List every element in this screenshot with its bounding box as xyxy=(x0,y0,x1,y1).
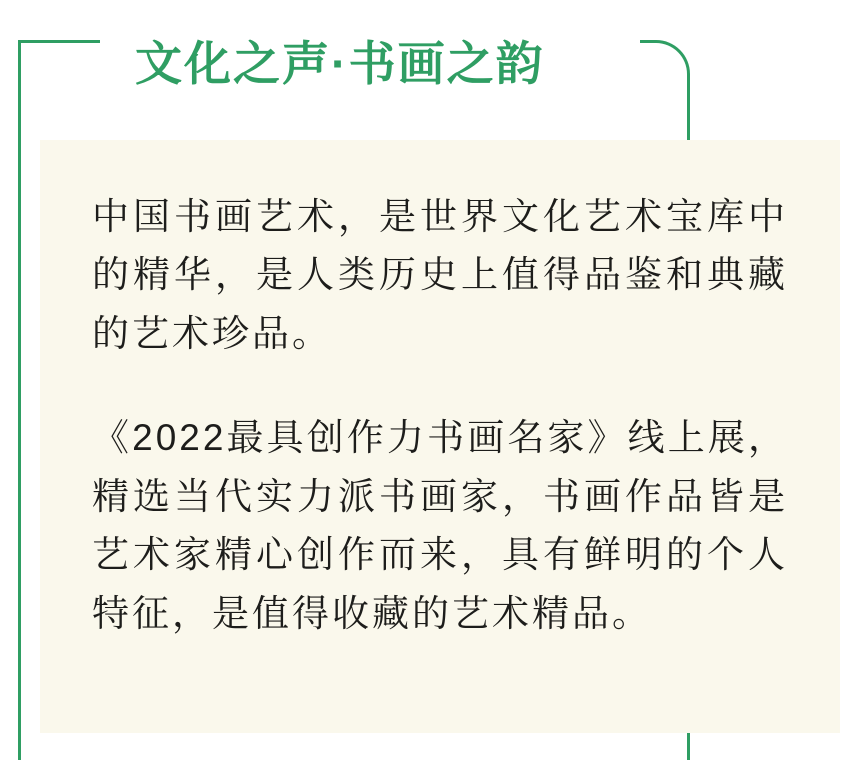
body-paragraph-1: 中国书画艺术，是世界文化艺术宝库中的精华，是人类历史上值得品鉴和典藏的艺术珍品。 xyxy=(92,196,788,354)
page-title: 文化之声·书画之韵 xyxy=(135,37,545,90)
content-card xyxy=(40,140,840,733)
body-paragraph-2: 《2022最具创作力书画名家》线上展，精选当代实力派书画家，书画作品皆是艺术家精心创作而来，具有鲜明的个人特征，是值得收藏的艺术精品。 xyxy=(92,417,788,634)
